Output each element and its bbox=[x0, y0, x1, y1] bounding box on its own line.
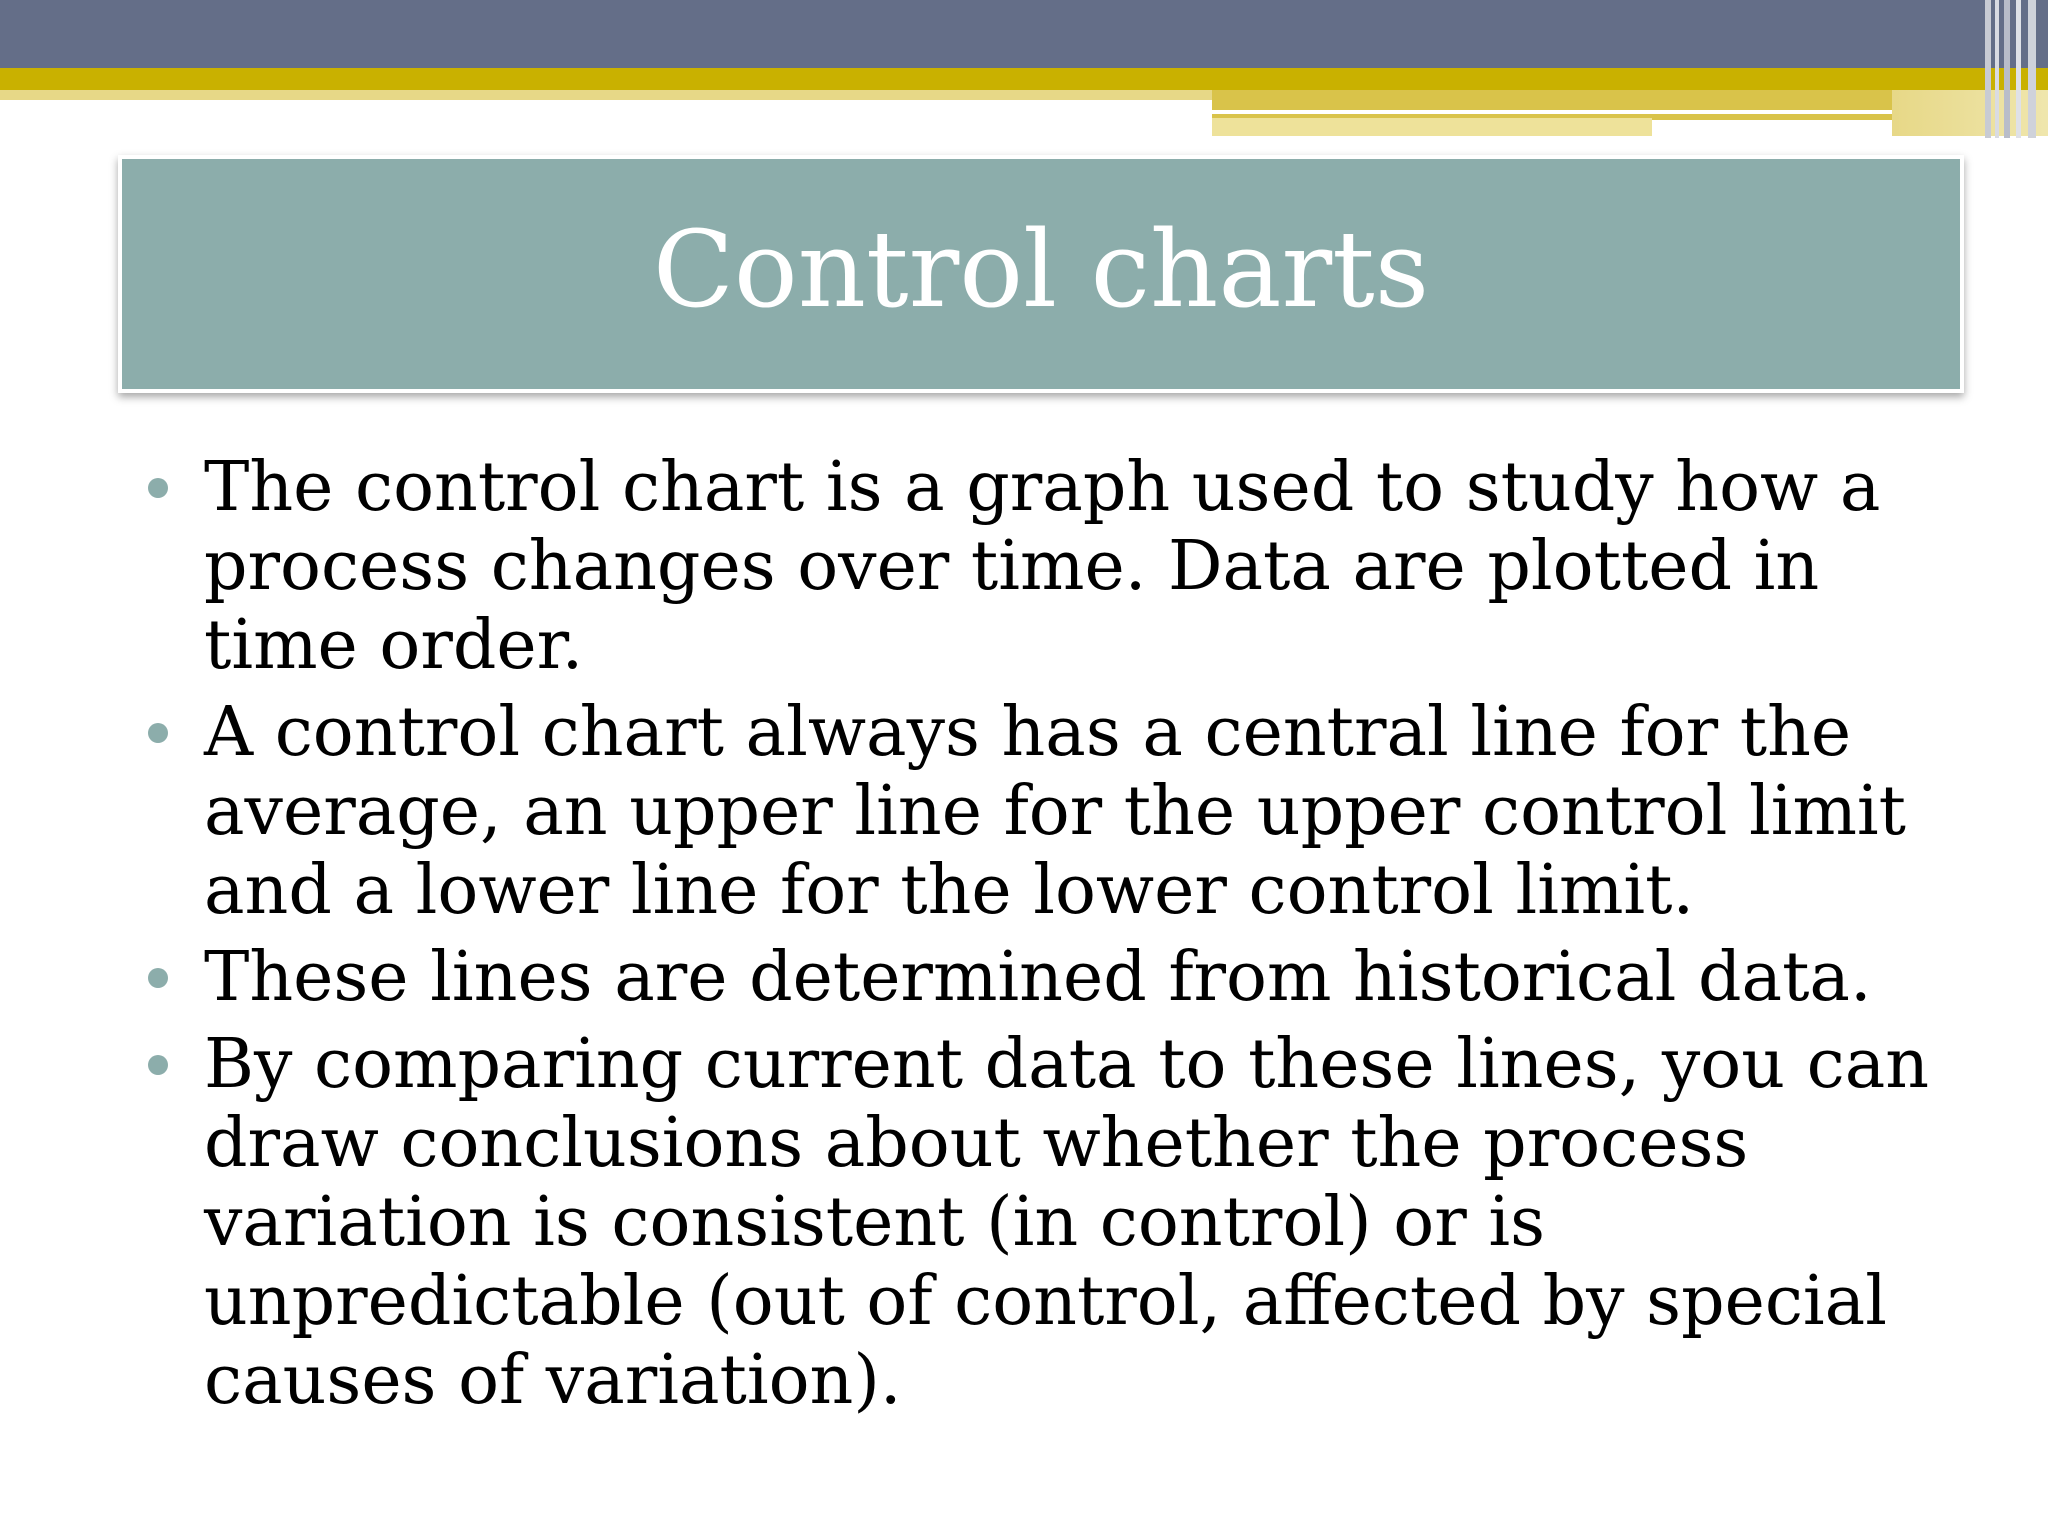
gold-right-fade bbox=[1892, 90, 2048, 136]
bullet-item bbox=[148, 938, 1948, 1017]
gold-step-light bbox=[1212, 118, 1652, 136]
slide-title: Control charts bbox=[652, 208, 1430, 331]
bullet-text: These lines are determined from historical data. bbox=[204, 938, 1872, 1017]
title-box bbox=[118, 155, 1964, 393]
gold-band-light bbox=[0, 90, 1212, 100]
corner-stripe bbox=[2016, 0, 2021, 138]
bullet-text: By comparing current data to these lines, you can draw conclusions about whether the process variation is consistent (in control) or is unpredictable (out of control, affected by special causes of variation). bbox=[204, 1025, 1930, 1420]
corner-stripe bbox=[2028, 0, 2036, 138]
bullet-item bbox=[148, 693, 1948, 930]
top-band bbox=[0, 0, 2048, 68]
bullet-dot-icon bbox=[148, 968, 168, 988]
bullet-text: A control chart always has a central line for the average, an upper line for the upper control limit and a lower line for the lower control limit. bbox=[204, 693, 1906, 930]
corner-stripe bbox=[1985, 0, 1991, 138]
bullet-text: The control chart is a graph used to study how a process changes over time. Data are plotted in time order. bbox=[204, 448, 1881, 685]
corner-stripe bbox=[1995, 0, 1999, 138]
bullet-item bbox=[148, 448, 1948, 685]
bullet-dot-icon bbox=[148, 478, 168, 498]
gold-band bbox=[0, 68, 2048, 90]
bullet-dot-icon bbox=[148, 1055, 168, 1075]
bullet-list bbox=[148, 448, 1948, 1428]
bullet-dot-icon bbox=[148, 723, 168, 743]
gold-step-line bbox=[1212, 110, 1897, 114]
corner-stripe bbox=[2004, 0, 2010, 138]
bullet-item bbox=[148, 1025, 1948, 1420]
